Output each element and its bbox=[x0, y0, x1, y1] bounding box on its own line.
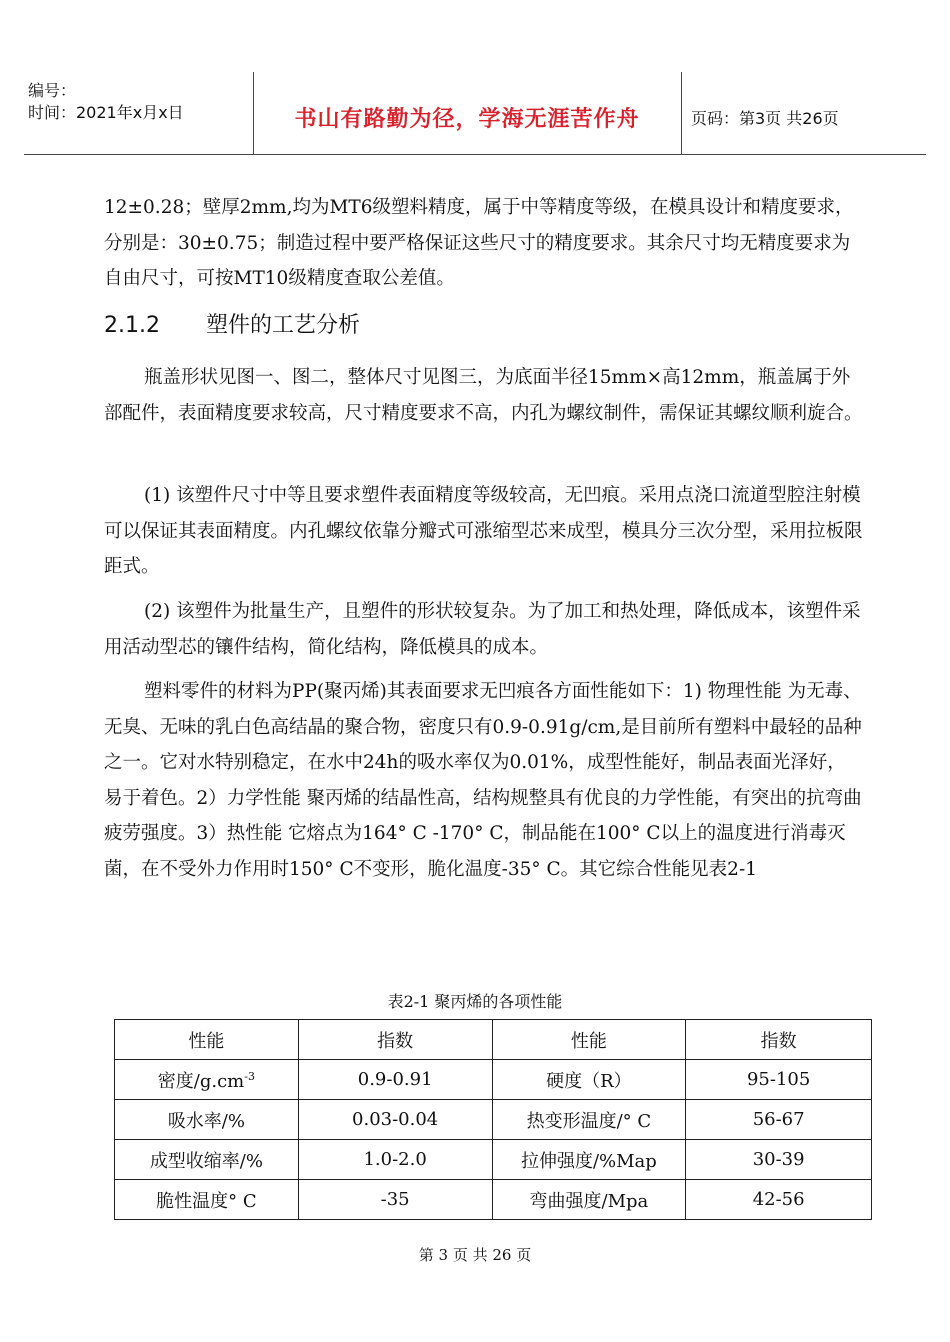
header-rule bbox=[24, 154, 926, 155]
section-number: 2.1.2 bbox=[104, 313, 160, 338]
header-time-label: 时间：2021年x月x日 bbox=[28, 103, 184, 122]
table-header-cell: 性能 bbox=[115, 1020, 299, 1060]
paragraph-point-1: (1) 该塑件尺寸中等且要求塑件表面精度等级较高，无凹痕。采用点浇口流道型腔注射模可以保证其表面精度。内孔螺纹依靠分瓣式可涨缩型芯来成型，模具分三次分型，采用拉板限距式。 bbox=[104, 485, 863, 577]
table-row bbox=[115, 1180, 872, 1220]
table-cell: 30-39 bbox=[686, 1140, 872, 1180]
table-cell: 0.03-0.04 bbox=[298, 1100, 492, 1140]
table-cell: 脆性温度° C bbox=[115, 1180, 299, 1220]
header-page-info: 页码：第3页 共26页 bbox=[691, 109, 839, 128]
table-header-cell: 指数 bbox=[298, 1020, 492, 1060]
table-caption: 表2-1 聚丙烯的各项性能 bbox=[387, 992, 563, 1011]
page-header bbox=[24, 72, 926, 155]
paragraph-point-2: (2) 该塑件为批量生产，且塑件的形状较复杂。为了加工和热处理，降低成本，该塑件采用活动型芯的镶件结构，简化结构，降低模具的成本。 bbox=[104, 601, 861, 658]
table-cell: 95-105 bbox=[686, 1060, 872, 1100]
section-heading bbox=[104, 308, 360, 339]
table-cell: 成型收缩率/% bbox=[115, 1140, 299, 1180]
paragraph-material: 塑料零件的材料为PP(聚丙烯)其表面要求无凹痕各方面性能如下：1) 物理性能 为无毒、无臭、无味的乳白色高结晶的聚合物，密度只有0.9-0.91g/cm,是目前所有塑料中最轻的品种之一。它对水特别稳定，在水中24h的吸水率仅为0.01%，成型性能好，制品表面光泽好，易于着色。2）力学性能 聚丙烯的结晶性高，结构规整具有优良的力学性能，有突出的抗弯曲疲劳强度。3）热性能 它熔点为164° C -170° C，制品能在100° C以上的温度进行消毒灭菌，在不受外力作用时150° C不变形，脆化温度-35° C。其它综合性能见表2-1 bbox=[104, 681, 862, 880]
section-title: 塑件的工艺分析 bbox=[206, 313, 361, 338]
table-cell: 1.0-2.0 bbox=[298, 1140, 492, 1180]
table-header-cell: 指数 bbox=[686, 1020, 872, 1060]
density-superscript: -3 bbox=[244, 1069, 255, 1083]
paragraph-precision: 12±0.28；壁厚2mm,均为MT6级塑料精度，属于中等精度等级，在模具设计和精度要求，分别是：30±0.75；制造过程中要严格保证这些尺寸的精度要求。其余尺寸均无精度要求为自由尺寸，可按MT10级精度查取公差值。 bbox=[104, 197, 854, 289]
header-number-label: 编号： bbox=[28, 81, 77, 100]
table-header-row bbox=[115, 1020, 872, 1060]
density-label: 密度/g.cm bbox=[157, 1070, 245, 1092]
table-cell: 56-67 bbox=[686, 1100, 872, 1140]
table-cell: 热变形温度/° C bbox=[492, 1100, 686, 1140]
properties-table bbox=[114, 1019, 872, 1220]
header-left-info bbox=[28, 80, 184, 124]
table-cell: 拉伸强度/%Map bbox=[492, 1140, 686, 1180]
table-cell: 42-56 bbox=[686, 1180, 872, 1220]
table-header-cell: 性能 bbox=[492, 1020, 686, 1060]
header-motto: 书山有路勤为径，学海无涯苦作舟 bbox=[294, 107, 640, 132]
header-divider bbox=[681, 72, 682, 155]
table-cell: 吸水率/% bbox=[115, 1100, 299, 1140]
table-cell: 0.9-0.91 bbox=[298, 1060, 492, 1100]
table-cell: 弯曲强度/Mpa bbox=[492, 1180, 686, 1220]
paragraph-shape: 瓶盖形状见图一、图二，整体尺寸见图三，为底面半径15mm×高12mm，瓶盖属于外部配件，表面精度要求较高，尺寸精度要求不高，内孔为螺纹制件，需保证其螺纹顺利旋合。 bbox=[104, 367, 863, 424]
table-row bbox=[115, 1140, 872, 1180]
page-footer: 第 3 页 共 26 页 bbox=[418, 1246, 532, 1264]
table-cell: 硬度（R） bbox=[492, 1060, 686, 1100]
table-cell: -35 bbox=[298, 1180, 492, 1220]
table-row bbox=[115, 1060, 872, 1100]
table-row bbox=[115, 1100, 872, 1140]
table-cell bbox=[115, 1060, 299, 1100]
